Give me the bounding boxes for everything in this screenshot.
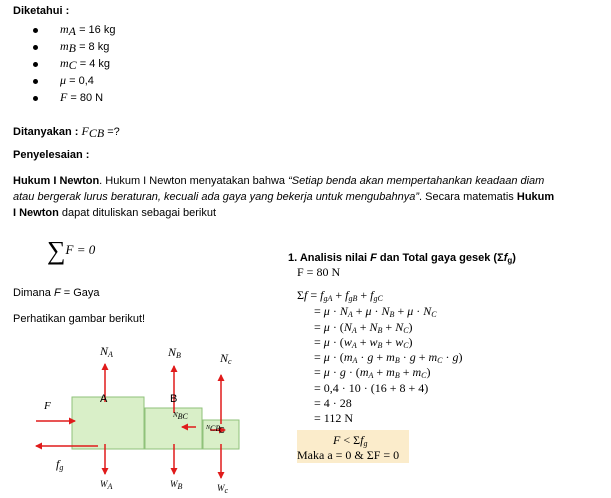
known-heading: Diketahui : (13, 5, 70, 17)
known-item: $m_A = 16$ kg (60, 22, 116, 38)
normal-c-label: $N_c$ (220, 351, 232, 366)
paragraph-line-2: atau bergerak lurus beraturan, kecuali ada gaya yang bekerja untuk mengubahnya”. Secara matematis Hukum (13, 191, 555, 203)
analysis-title: 1. Analisis nilai F dan Total gaya gesek $(\Sigma f_g)$ (288, 252, 516, 265)
normal-a-label: $N_A$ (100, 344, 113, 359)
sigma-symbol: ∑ (47, 236, 66, 265)
known-item: μ = 0,4 (60, 73, 94, 87)
block-a-label: A (100, 393, 108, 405)
weight-a-label: $W_A$ (100, 479, 113, 491)
bullet-icon (33, 45, 38, 50)
block-b-label: B (170, 393, 178, 405)
derivation-step: = $\mu \cdot (N_A + N_B + N_C)$ (314, 320, 413, 335)
bullet-icon (33, 96, 38, 101)
derivation-step: = $\mu \cdot (m_A \cdot g + m_B \cdot g + m_C \cdot g)$ (314, 350, 463, 365)
known-item: $m_B = 8$ kg (60, 39, 110, 55)
newton-law-formula: ∑F = 0 (47, 236, 96, 265)
contact-cb-label: $N_{CB}$ (206, 424, 221, 433)
applied-force-label: F (44, 400, 51, 412)
derivation-step: = $\mu \cdot g \cdot (m_A + m_B + m_C)$ (314, 365, 431, 380)
bullet-icon (33, 28, 38, 33)
derivation-step: $\Sigma f = f_{gA} + f_{gB} + f_{gC}$ (297, 288, 383, 303)
force-value: F = 80 N (297, 265, 341, 279)
known-item: $m_C = 4$ kg (60, 56, 111, 72)
normal-b-label: $N_B$ (168, 345, 181, 360)
conclusion-inequality: $F < \Sigma f_g$ (333, 433, 368, 448)
bullet-icon (33, 79, 38, 84)
friction-label: $f_g$ (56, 457, 64, 472)
paragraph-line-1: Hukum I Newton. Hukum I Newton menyatakan bahwa “Setiap benda akan mempertahankan keadaan diam (13, 175, 545, 187)
derivation-step: = 112 N (314, 411, 353, 425)
derivation-step: = $\mu \cdot (w_A + w_B + w_C)$ (314, 335, 413, 350)
derivation-step: = 0,4 · 10 · (16 + 8 + 4) (314, 381, 429, 395)
observe-text: Perhatikan gambar berikut! (13, 313, 146, 325)
contact-bc-label: $N_{BC}$ (173, 411, 188, 421)
derivation-step: = 4 · 28 (314, 396, 352, 410)
where-line: Dimana F = Gaya (13, 287, 100, 299)
block-a (72, 397, 144, 449)
derivation-step: = $\mu \cdot N_A + \mu \cdot N_B + \mu \cdot N_C$ (314, 304, 437, 319)
free-body-diagram (0, 335, 280, 498)
weight-c-label: $W_c$ (217, 483, 229, 495)
block-c-label: C (219, 426, 225, 435)
weight-b-label: $W_B$ (170, 479, 183, 491)
conclusion-result: Maka a = 0 & ΣF = 0 (297, 448, 400, 462)
paragraph-line-3: I Newton dapat dituliskan sebagai berikut (13, 207, 217, 219)
known-item: F = 80 N (60, 90, 104, 104)
bullet-icon (33, 62, 38, 67)
solution-heading: Penyelesaian : (13, 149, 90, 161)
asked-line: Ditanyakan : $F_{CB}$ =? (13, 124, 120, 140)
